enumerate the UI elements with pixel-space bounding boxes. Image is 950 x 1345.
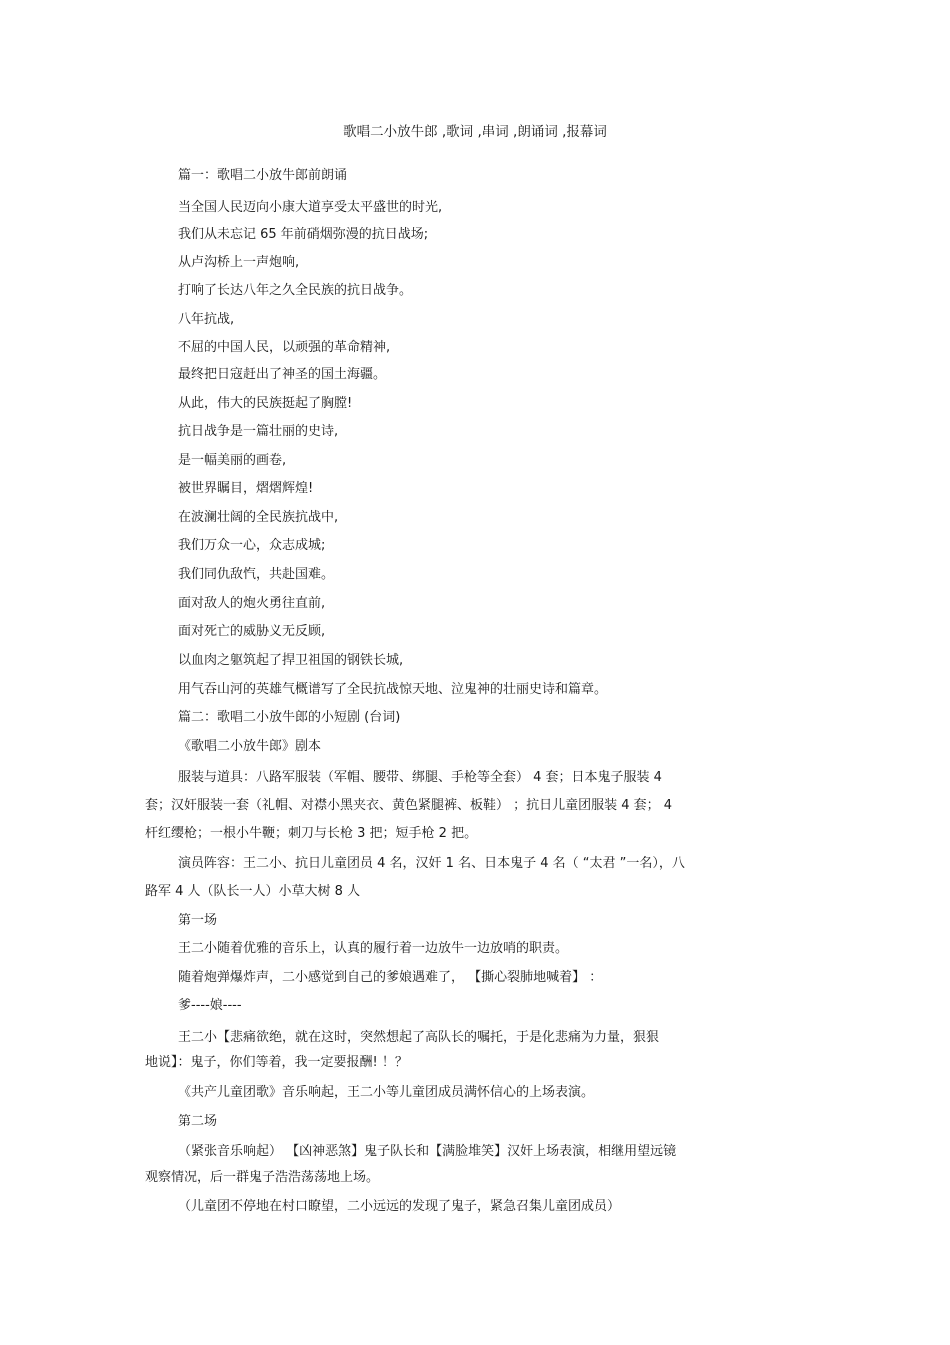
poem-line: 打响了长达八年之久全民族的抗日战争。 — [178, 283, 413, 298]
props-line: 套；汉奸服装一套（礼帽、对襟小黑夹衣、黄色紧腿裤、板鞋） ；抗日儿童团服装 4 套； 4 — [145, 798, 673, 813]
poem-line: 从此，伟大的民族挺起了胸膛! — [178, 396, 353, 411]
poem-line: 八年抗战, — [178, 312, 235, 327]
scene-line: 王二小随着优雅的音乐上，认真的履行着一边放牛一边放哨的职责。 — [178, 941, 569, 956]
poem-line: 以血肉之躯筑起了捍卫祖国的钢铁长城, — [178, 653, 404, 668]
poem-line: 在波澜壮阔的全民族抗战中, — [178, 510, 339, 525]
scene-line: 爹----娘---- — [178, 998, 242, 1013]
script-title: 《歌唱二小放牛郎》剧本 — [178, 739, 322, 754]
song-line: 《共产儿童团歌》音乐响起，王二小等儿童团成员满怀信心的上场表演。 — [178, 1085, 595, 1100]
poem-line: 用气吞山河的英雄气概谱写了全民抗战惊天地、泣鬼神的壮丽史诗和篇章。 — [178, 682, 608, 697]
page-title: 歌唱二小放牛郎 ,歌词 ,串词 ,朗诵词 ,报幕词 — [343, 124, 607, 140]
poem-line: 我们同仇敌忾，共赴国难。 — [178, 567, 335, 582]
scene-heading: 第二场 — [178, 1114, 218, 1129]
scene-heading: 第一场 — [178, 913, 218, 928]
part2-heading: 篇二：歌唱二小放牛郎的小短剧 (台词) — [178, 710, 401, 725]
scene-line: 随着炮弹爆炸声，二小感觉到自己的爹娘遇难了， 【撕心裂肺地喊着】 ： — [178, 970, 603, 985]
poem-line: 从卢沟桥上一声炮响, — [178, 255, 300, 270]
poem-line: 我们从未忘记 65 年前硝烟弥漫的抗日战场; — [178, 227, 429, 242]
poem-line: 当全国人民迈向小康大道享受太平盛世的时光, — [178, 200, 443, 215]
scene-line: （儿童团不停地在村口瞭望，二小远远的发现了鬼子，紧急召集儿童团成员） — [178, 1199, 621, 1214]
props-line: 杆红缨枪；一根小牛鞭；刺刀与长枪 3 把；短手枪 2 把。 — [145, 826, 478, 841]
cast-line: 路军 4 人（队长一人）小草大树 8 人 — [145, 884, 361, 899]
wang-line: 王二小【悲痛欲绝，就在这时，突然想起了高队长的嘱托，于是化悲痛为力量，狠狠 — [178, 1030, 660, 1045]
poem-line: 面对死亡的威胁义无反顾, — [178, 624, 326, 639]
poem-line: 抗日战争是一篇壮丽的史诗, — [178, 424, 339, 439]
poem-line: 是一幅美丽的画卷, — [178, 453, 287, 468]
cast-line: 演员阵容：王二小、抗日儿童团员 4 名，汉奸 1 名、日本鬼子 4 名（ “太君 ”一名），八 — [178, 856, 685, 871]
poem-line: 不屈的中国人民，以顽强的革命精神, — [178, 340, 391, 355]
poem-line: 被世界瞩目，熠熠辉煌! — [178, 481, 314, 496]
props-line: 服装与道具：八路军服装（军帽、腰带、绑腿、手枪等全套） 4 套；日本鬼子服装 4 — [178, 770, 662, 785]
scene-line: （紧张音乐响起） 【凶神恶煞】鬼子队长和【满脸堆笑】汉奸上场表演，相继用望远镜 — [178, 1144, 677, 1159]
poem-line: 我们万众一心，众志成城; — [178, 538, 326, 553]
part1-heading: 篇一：歌唱二小放牛郎前朗诵 — [178, 168, 348, 183]
wang-line: 地说】：鬼子，你们等着，我一定要报酬! ！？ — [145, 1055, 408, 1070]
poem-line: 最终把日寇赶出了神圣的国土海疆。 — [178, 367, 387, 382]
scene-line: 观察情况，后一群鬼子浩浩荡荡地上场。 — [145, 1170, 380, 1185]
poem-line: 面对敌人的炮火勇往直前, — [178, 596, 326, 611]
